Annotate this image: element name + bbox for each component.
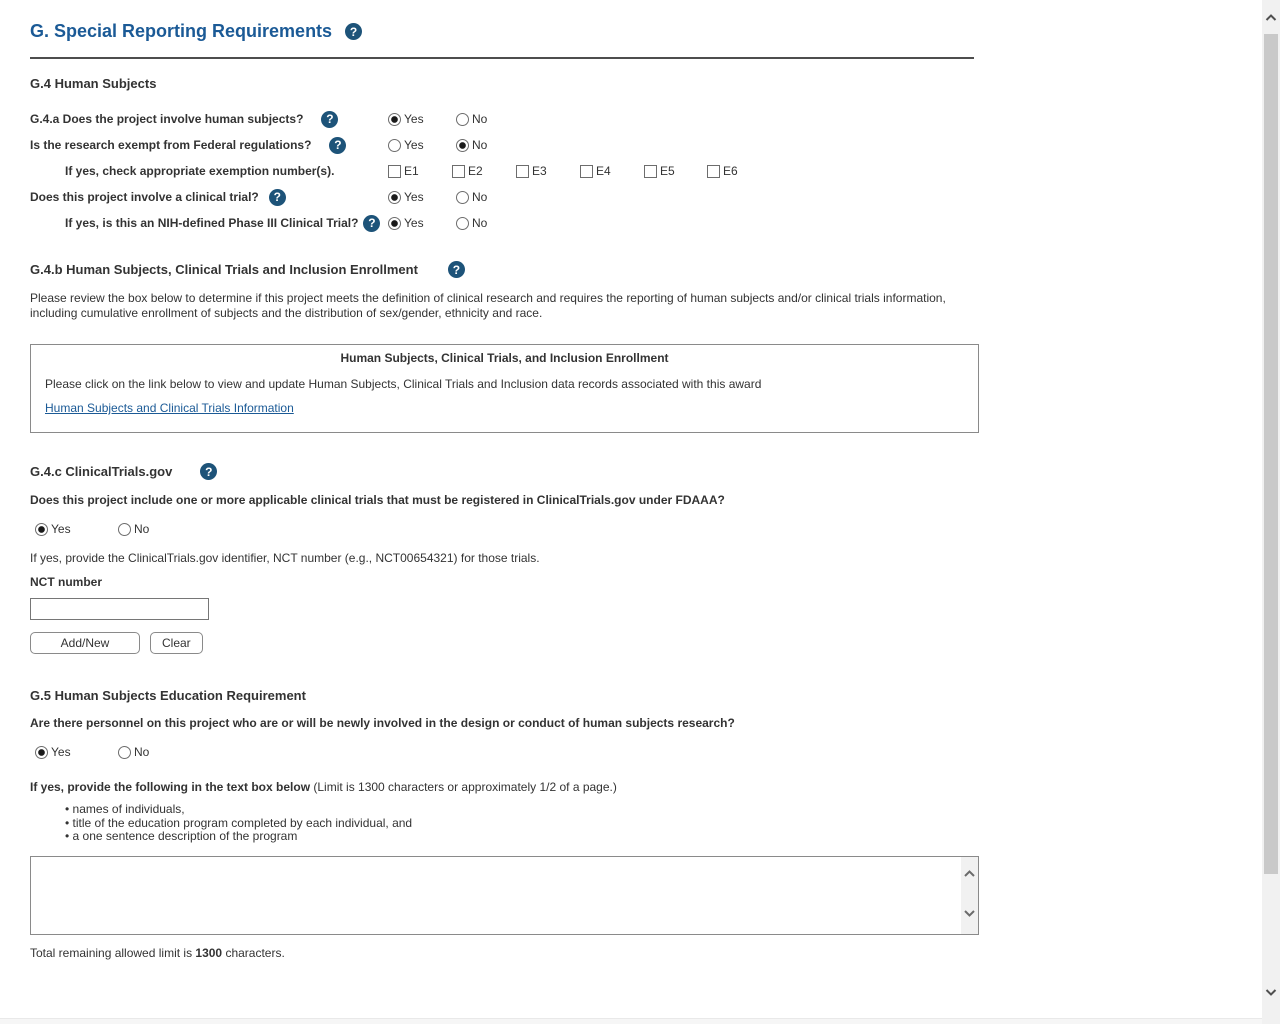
- scroll-up-icon[interactable]: [1265, 13, 1277, 22]
- education-if-yes-text: [30, 780, 979, 794]
- help-icon[interactable]: ?: [363, 215, 380, 232]
- scrollbar-thumb[interactable]: [1264, 34, 1278, 874]
- radio-label: No: [472, 138, 488, 152]
- radio-label: Yes: [404, 216, 424, 230]
- phase3-no-radio[interactable]: [456, 217, 469, 230]
- fdaaa-radio-row: [30, 522, 979, 542]
- question-label: G.4.a Does the project involve human subjects?: [30, 112, 304, 126]
- radio-label: No: [134, 745, 150, 759]
- exemption-e1-checkbox[interactable]: [388, 165, 401, 178]
- fdaaa-no-option: [118, 522, 149, 536]
- section-heading-g4c: [30, 463, 979, 480]
- add-new-button[interactable]: Add/New: [30, 632, 140, 654]
- fdaaa-yes-radio[interactable]: [35, 523, 48, 536]
- nct-number-label: NCT number: [30, 575, 102, 589]
- question-label: If yes, check appropriate exemption number(s).: [65, 164, 335, 178]
- radio-label: No: [472, 216, 488, 230]
- question-label: Is the research exempt from Federal regulations?: [30, 138, 312, 152]
- exemption-e2-checkbox[interactable]: [452, 165, 465, 178]
- nct-number-input[interactable]: [30, 598, 209, 620]
- clear-button[interactable]: Clear: [150, 632, 203, 654]
- nct-if-yes-text: If yes, provide the ClinicalTrials.gov identifier, NCT number (e.g., NCT00654321) for those trials.: [30, 551, 540, 565]
- exemption-e6-checkbox[interactable]: [707, 165, 720, 178]
- education-textarea[interactable]: [31, 857, 961, 934]
- question-label: Does this project involve a clinical trial?: [30, 190, 259, 204]
- g4b-intro-text: Please review the box below to determine if this project meets the definition of clinical research and requires the reporting of human subjects and/or clinical trials information, including cumulative enrollment of subjects and the distribution of sex/gender, ethnicity and race.: [30, 291, 946, 320]
- page-scrollbar[interactable]: [1262, 0, 1280, 1024]
- exemption-e5-option: [644, 164, 675, 178]
- exempt-no-radio[interactable]: [456, 139, 469, 152]
- education-yes-radio[interactable]: [35, 746, 48, 759]
- phase3-yes-radio[interactable]: [388, 217, 401, 230]
- radio-label: Yes: [404, 112, 424, 126]
- exemption-e3-checkbox[interactable]: [516, 165, 529, 178]
- phase3-yes-option: [388, 216, 424, 230]
- footer-strip: [0, 1018, 1262, 1024]
- help-icon[interactable]: ?: [345, 23, 362, 40]
- education-if-yes-normal: (Limit is 1300 characters or approximately 1/2 of a page.): [310, 780, 617, 794]
- radio-label: Yes: [404, 190, 424, 204]
- remaining-prefix: Total remaining allowed limit is: [30, 945, 196, 960]
- help-icon[interactable]: ?: [329, 137, 346, 154]
- section-heading-g4b: [30, 261, 979, 278]
- help-icon[interactable]: ?: [448, 261, 465, 278]
- human-subjects-link[interactable]: Human Subjects and Clinical Trials Information: [45, 401, 294, 415]
- g4-question-rows: [30, 106, 979, 236]
- education-bullet-list: [30, 803, 979, 844]
- radio-label: No: [472, 112, 488, 126]
- scroll-down-icon[interactable]: [963, 909, 976, 918]
- enrollment-box-text: Please click on the link below to view and update Human Subjects, Clinical Trials and Inclusion data records associated with this award: [45, 377, 762, 391]
- education-yes-option: [35, 745, 71, 759]
- question-row-phase3: [30, 210, 979, 236]
- clinical-trial-no-option: [456, 190, 487, 204]
- education-textarea-wrap: [30, 856, 979, 935]
- section-heading-g5: G.5 Human Subjects Education Requirement: [30, 688, 306, 703]
- radio-label: Yes: [51, 522, 71, 536]
- question-row-human-subjects: [30, 106, 979, 132]
- fdaaa-question: Does this project include one or more applicable clinical trials that must be registered in ClinicalTrials.gov under FDAAA?: [30, 493, 725, 507]
- checkbox-label: E3: [532, 164, 547, 178]
- fdaaa-no-radio[interactable]: [118, 523, 131, 536]
- radio-label: No: [134, 522, 150, 536]
- checkbox-label: E6: [723, 164, 738, 178]
- help-icon[interactable]: ?: [200, 463, 217, 480]
- checkbox-label: E5: [660, 164, 675, 178]
- exemption-e1-option: [388, 164, 419, 178]
- question-row-clinical-trial: [30, 184, 979, 210]
- education-question: Are there personnel on this project who are or will be newly involved in the design or conduct of human subjects research?: [30, 716, 735, 730]
- education-radio-row: [30, 745, 979, 765]
- exemption-e2-option: [452, 164, 483, 178]
- help-icon[interactable]: ?: [321, 111, 338, 128]
- main-content: [30, 0, 979, 960]
- remaining-limit-text: [30, 946, 979, 960]
- question-row-exemption-numbers: [30, 158, 979, 184]
- radio-label: No: [472, 190, 488, 204]
- page-title-text: G. Special Reporting Requirements: [30, 21, 333, 41]
- scroll-up-icon[interactable]: [963, 869, 976, 878]
- g4b-heading-text: G.4.b Human Subjects, Clinical Trials and Inclusion Enrollment: [30, 262, 418, 277]
- human-subjects-no-option: [456, 112, 487, 126]
- radio-label: Yes: [404, 138, 424, 152]
- human-subjects-yes-option: [388, 112, 424, 126]
- phase3-no-option: [456, 216, 487, 230]
- question-row-exempt: [30, 132, 979, 158]
- exemption-e6-option: [707, 164, 738, 178]
- radio-label: Yes: [51, 745, 71, 759]
- exempt-yes-option: [388, 138, 424, 152]
- enrollment-box: [30, 344, 979, 433]
- human-subjects-yes-radio[interactable]: [388, 113, 401, 126]
- exempt-yes-radio[interactable]: [388, 139, 401, 152]
- title-divider: [30, 57, 974, 59]
- question-label: If yes, is this an NIH-defined Phase III Clinical Trial?: [65, 216, 359, 230]
- scroll-down-icon[interactable]: [1265, 988, 1277, 997]
- enrollment-box-title: Human Subjects, Clinical Trials, and Inclusion Enrollment: [340, 351, 669, 365]
- clinical-trial-yes-radio[interactable]: [388, 191, 401, 204]
- bullet-item: • title of the education program completed by each individual, and: [65, 817, 979, 831]
- clinical-trial-no-radio[interactable]: [456, 191, 469, 204]
- checkbox-label: E4: [596, 164, 611, 178]
- fdaaa-yes-option: [35, 522, 71, 536]
- clinical-trial-yes-option: [388, 190, 424, 204]
- checkbox-label: E2: [468, 164, 483, 178]
- checkbox-label: E1: [404, 164, 419, 178]
- human-subjects-no-radio[interactable]: [456, 113, 469, 126]
- bullet-item: • a one sentence description of the program: [65, 830, 979, 844]
- remaining-value: 1300: [195, 945, 223, 960]
- exemption-e4-option: [580, 164, 611, 178]
- page-title: [30, 21, 979, 42]
- nct-buttons: [30, 632, 979, 654]
- g4c-heading-text: G.4.c ClinicalTrials.gov: [30, 464, 173, 479]
- section-heading-g4: G.4 Human Subjects: [30, 76, 157, 91]
- exemption-e3-option: [516, 164, 547, 178]
- remaining-suffix: characters.: [222, 945, 285, 960]
- education-no-radio[interactable]: [118, 746, 131, 759]
- education-if-yes-bold: If yes, provide the following in the text box below: [30, 780, 311, 794]
- bullet-item: • names of individuals,: [65, 803, 979, 817]
- education-no-option: [118, 745, 149, 759]
- exemption-e5-checkbox[interactable]: [644, 165, 657, 178]
- help-icon[interactable]: ?: [269, 189, 286, 206]
- textarea-scrollbar[interactable]: [961, 857, 978, 934]
- exempt-no-option: [456, 138, 487, 152]
- exemption-e4-checkbox[interactable]: [580, 165, 593, 178]
